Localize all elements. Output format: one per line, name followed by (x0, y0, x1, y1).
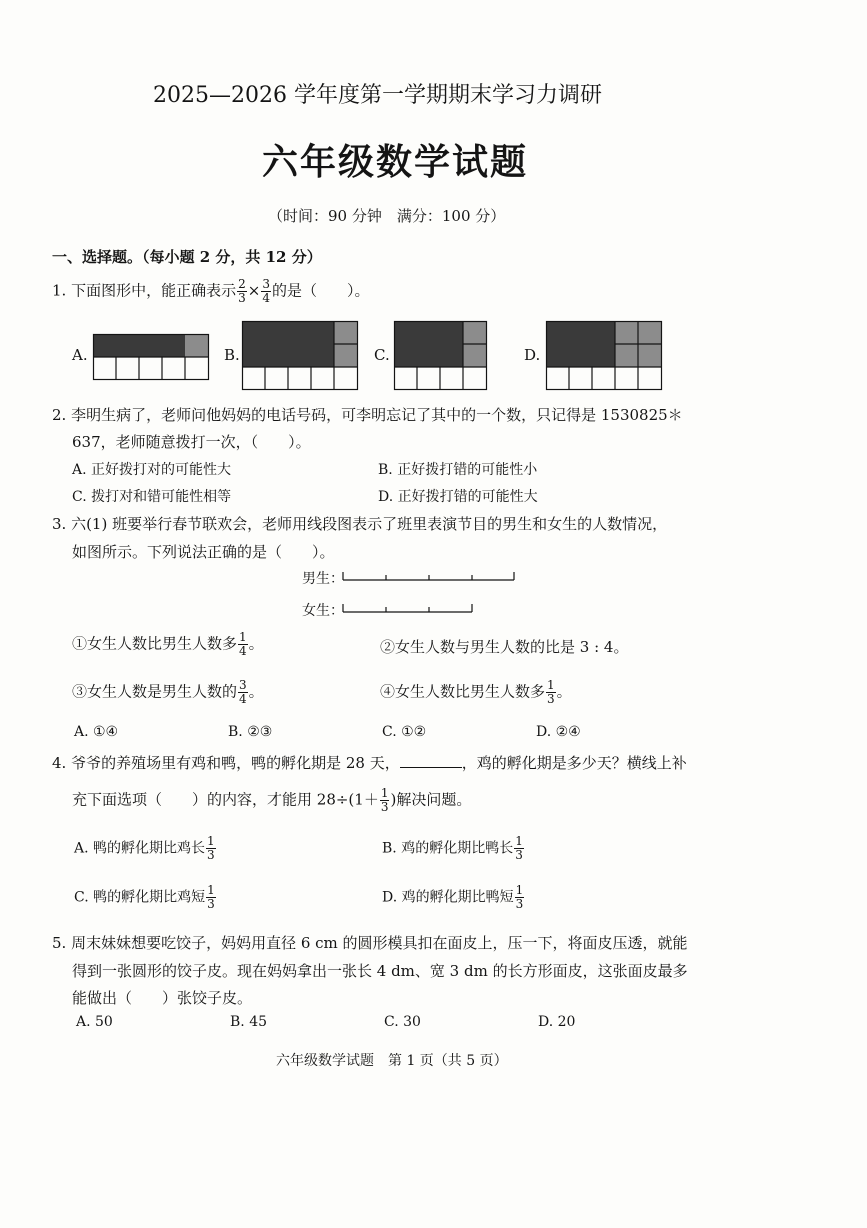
figure-option-a (93, 334, 209, 380)
fraction: $\frac{1}{3}$ (515, 834, 523, 862)
girls-segment (342, 602, 518, 614)
option-b: B. ②③ (228, 724, 273, 740)
question-2-line-2: 637，老师随意拨打一次，（ ）。 (72, 433, 311, 451)
fraction: $\frac{3}{4}$ (239, 678, 247, 706)
option-c: C. 拨打对和错可能性相等 (72, 489, 232, 505)
figure-option-b (242, 321, 358, 390)
fraction: $\frac{1}{3}$ (207, 883, 215, 911)
question-1-text: 1. 下面图形中，能正确表示 (52, 281, 237, 300)
option-a: A. 50 (76, 1014, 113, 1030)
option-b: B. 正好拨打错的可能性小 (378, 462, 538, 478)
page-footer: 六年级数学试题 第 1 页（共 5 页） (276, 1053, 508, 1069)
statement-4: ④女生人数比男生人数多 $\frac{1}{3}$ 。 (380, 678, 572, 706)
fraction: $\frac{1}{3}$ (207, 834, 215, 862)
option-a-label: A. (72, 346, 88, 364)
option-a: A. 正好拨打对的可能性大 (72, 462, 232, 478)
option-a: A. 鸭的孵化期比鸡长 $\frac{1}{3}$ (74, 834, 215, 862)
option-c: C. 30 (384, 1014, 421, 1030)
question-5-line-1: 5. 周末妹妹想要吃饺子，妈妈用直径 6 cm 的圆形模具扣在面皮上，压一下，将面皮压透，就能 (52, 934, 688, 952)
figure-option-d (546, 321, 662, 390)
option-c: C. 鸭的孵化期比鸡短 $\frac{1}{3}$ (74, 883, 215, 911)
option-b: B. 鸡的孵化期比鸭长 $\frac{1}{3}$ (382, 834, 523, 862)
boys-label: 男生： (302, 571, 344, 587)
option-d: D. 20 (538, 1014, 576, 1030)
statement-1: ①女生人数比男生人数多 $\frac{1}{4}$ 。 (72, 630, 264, 658)
exam-info: （时间：90 分钟 满分：100 分） (268, 207, 506, 225)
boys-segment (342, 570, 518, 582)
fraction: $\frac{1}{3}$ (380, 786, 389, 814)
question-5-line-2: 得到一张圆形的饺子皮。现在妈妈拿出一张长 4 dm、宽 3 dm 的长方形面皮，这张面皮最多 (72, 962, 688, 980)
fraction: $\frac{2}{3}$ (238, 277, 246, 305)
option-c: C. ①② (382, 724, 427, 740)
fraction: $\frac{1}{3}$ (515, 883, 524, 911)
question-4-line-2: 充下面选项（ ）的内容，才能用 28÷(1＋ $\frac{1}{3}$ )解决问题。 (72, 786, 472, 814)
question-3-line-1: 3. 六(1) 班要举行春节联欢会，老师用线段图表示了班里表演节目的男生和女生的人数情况， (52, 515, 668, 533)
question-5-line-3: 能做出（ ）张饺子皮。 (72, 989, 253, 1007)
answer-blank (400, 753, 462, 768)
option-b-label: B. (224, 346, 240, 364)
section-heading: 一、选择题。（每小题 2 分，共 12 分） (52, 248, 322, 266)
girls-label: 女生： (302, 603, 344, 619)
statement-2: ②女生人数与男生人数的比是 3 : 4。 (380, 638, 629, 656)
option-b: B. 45 (230, 1014, 268, 1030)
option-d: D. 正好拨打错的可能性大 (378, 489, 538, 505)
question-3-line-2: 如图所示。下列说法正确的是（ ）。 (72, 543, 335, 561)
fraction: $\frac{3}{4}$ (262, 277, 270, 305)
statement-3: ③女生人数是男生人数的 $\frac{3}{4}$ 。 (72, 678, 264, 706)
exam-year-line: 2025—2026 学年度第一学期期末学习力调研 (153, 83, 602, 108)
option-d: D. 鸡的孵化期比鸭短 $\frac{1}{3}$ (382, 883, 524, 911)
option-d-label: D. (524, 346, 541, 364)
option-c-label: C. (374, 346, 390, 364)
question-4-line-1: 4. 爷爷的养殖场里有鸡和鸭，鸭的孵化期是 28 天， ，鸡的孵化期是多少天？横线上补 (52, 754, 687, 772)
figure-option-c (394, 321, 487, 390)
fraction: $\frac{1}{4}$ (239, 630, 247, 658)
page-title: 六年级数学试题 (262, 141, 529, 183)
question-2-line-1: 2. 李明生病了，老师问他妈妈的电话号码，可李明忘记了其中的一个数，只记得是 1530825＊ (52, 406, 683, 424)
option-d: D. ②④ (536, 724, 581, 740)
question-1: 1. 下面图形中，能正确表示 $\frac{2}{3}$ × $\frac{3}{4}$ 的是（ ）。 (52, 277, 370, 305)
fraction: $\frac{1}{3}$ (547, 678, 555, 706)
option-a: A. ①④ (74, 724, 119, 740)
